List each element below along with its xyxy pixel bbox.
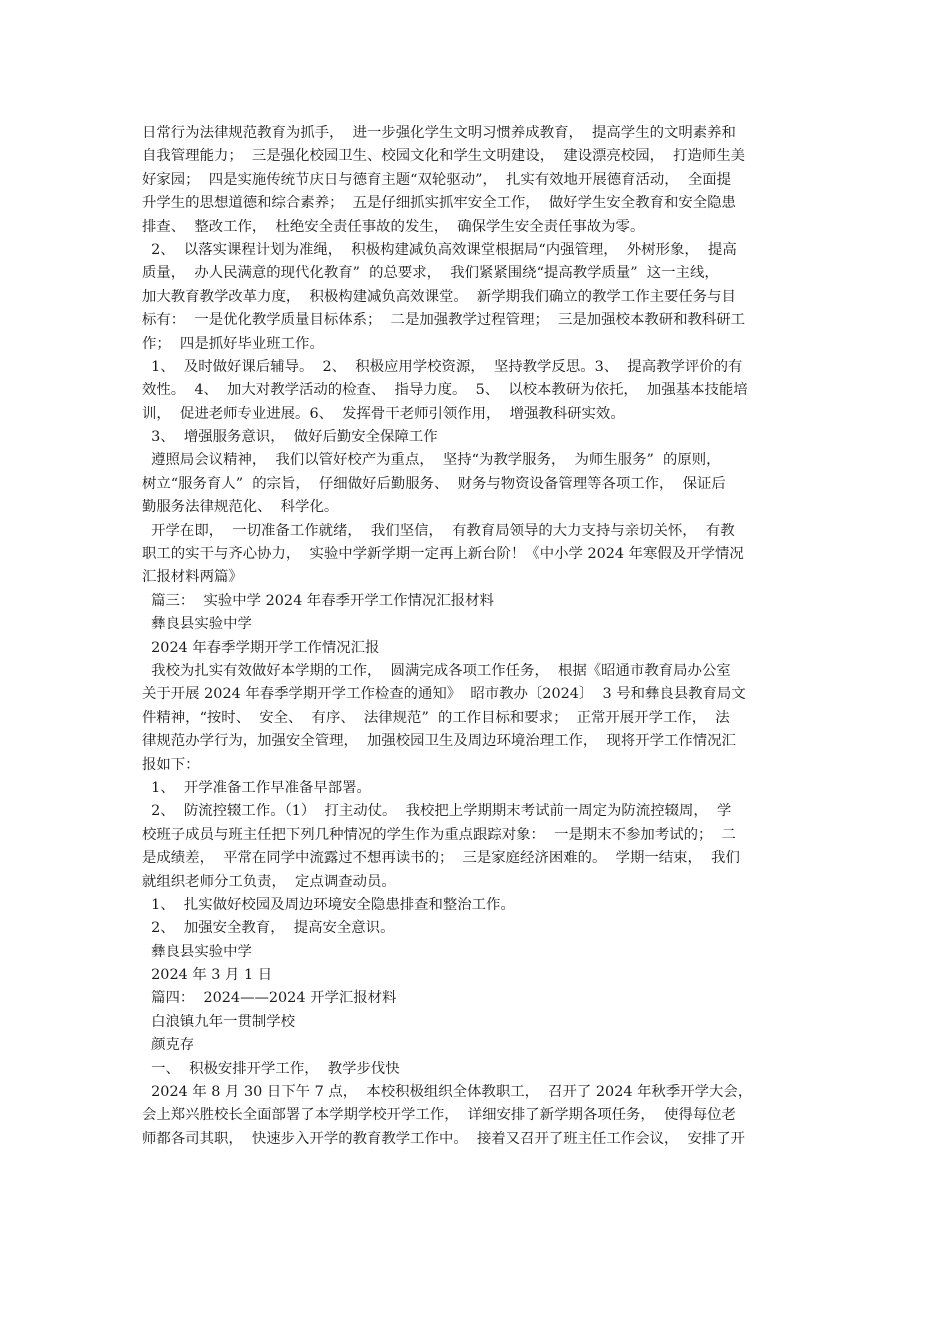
text-line: 2024 年 3 月 1 日 bbox=[142, 967, 273, 984]
text-line: 篇三： 实验中学 2024 年春季开学工作情况汇报材料 bbox=[142, 592, 494, 609]
text-line: 勤服务法律规范化、 科学化。 bbox=[142, 499, 339, 516]
text-line: 白浪镇九年一贯制学校 bbox=[142, 1013, 296, 1030]
text-line: 2024 年 8 月 30 日下午 7 点， 本校积极组织全体教职工， 召开了 2024 年秋季开学大会， bbox=[142, 1084, 753, 1101]
text-line: 会上郑兴胜校长全面部署了本学期学校开学工作， 详细安排了新学期各项任务， 使得每位老 bbox=[142, 1107, 736, 1124]
text-line: 开学在即， 一切准备工作就绪， 我们坚信， 有教育局领导的大力支持与亲切关怀， 有教 bbox=[142, 522, 735, 539]
text-line: 升学生的思想道德和综合素养； 五是仔细抓实抓牢安全工作， 做好学生安全教育和安全隐患 bbox=[142, 195, 736, 212]
text-line: 好家园； 四是实施传统节庆日与德育主题“双轮驱动”， 扎实有效地开展德育活动， 全面提 bbox=[142, 171, 732, 188]
text-line: 报如下： bbox=[142, 756, 200, 773]
text-line: 关于开展 2024 年春季学期开学工作检查的通知》 昭市教办〔2024〕 3 号和彝良县教育局文 bbox=[142, 686, 746, 703]
text-line: 我校为扎实有效做好本学期的工作， 圆满完成各项工作任务， 根据《昭通市教育局办公室 bbox=[142, 662, 731, 679]
text-line: 训， 促进老师专业进展。6、 发挥骨干老师引领作用， 增强教科研实效。 bbox=[142, 405, 625, 422]
text-line: 彝良县实验中学 bbox=[142, 943, 252, 960]
text-line: 彝良县实验中学 bbox=[142, 616, 252, 633]
text-line: 校班子成员与班主任把下列几种情况的学生作为重点跟踪对象： 一是期末不参加考试的； 二 bbox=[142, 826, 736, 843]
text-line: 律规范办学行为，加强安全管理， 加强校园卫生及周边环境治理工作， 现将开学工作情况汇 bbox=[142, 733, 736, 750]
text-line: 一、 积极安排开学工作， 教学步伐快 bbox=[142, 1060, 400, 1077]
text-line: 作； 四是抓好毕业班工作。 bbox=[142, 335, 324, 352]
text-line: 1、 及时做好课后辅导。 2、 积极应用学校资源， 坚持教学反思。3、 提高教学评价的有 bbox=[142, 358, 743, 375]
text-line: 汇报材料两篇》 bbox=[142, 569, 243, 586]
text-line: 排查、 整改工作， 杜绝安全责任事故的发生， 确保学生安全责任事故为零。 bbox=[142, 218, 645, 235]
text-line: 日常行为法律规范教育为抓手， 进一步强化学生文明习惯养成教育， 提高学生的文明素养和 bbox=[142, 125, 736, 141]
text-line: 加大教育教学改革力度， 积极构建减负高效课堂。 新学期我们确立的教学工作主要任务与目 bbox=[142, 288, 736, 305]
document-page bbox=[142, 122, 812, 1151]
text-line: 2、 加强安全教育， 提高安全意识。 bbox=[142, 920, 395, 937]
text-line: 2024 年春季学期开学工作情况汇报 bbox=[142, 639, 380, 656]
text-line: 质量， 办人民满意的现代化教育” 的总要求， 我们紧紧围绕“提高教学质量” 这一主线， bbox=[142, 265, 719, 282]
text-line: 3、 增强服务意识， 做好后勤安全保障工作 bbox=[142, 429, 438, 446]
text-line: 师都各司其职， 快速步入开学的教育教学工作中。 接着又召开了班主任工作会议， 安排了开 bbox=[142, 1130, 746, 1147]
text-line: 件精神，“按时、 安全、 有序、 法律规范” 的工作目标和要求； 正常开展开学工作， 法 bbox=[142, 709, 730, 726]
text-line: 颜克存 bbox=[142, 1037, 195, 1054]
text-line: 1、 扎实做好校园及周边环境安全隐患排查和整治工作。 bbox=[142, 896, 515, 913]
text-line: 树立“服务育人” 的宗旨， 仔细做好后勤服务、 财务与物资设备管理等各项工作， 保证后 bbox=[142, 475, 726, 492]
text-line: 遵照局会议精神， 我们以管好校产为重点， 坚持“为教学服务， 为师生服务” 的原则， bbox=[142, 452, 721, 469]
text-line: 自我管理能力； 三是强化校园卫生、校园文化和学生文明建设， 建设漂亮校园， 打造师生美 bbox=[142, 148, 746, 165]
text-line: 效性。 4、 加大对教学活动的检查、 指导力度。 5、 以校本教研为依托， 加强基本技能培 bbox=[142, 382, 748, 399]
text-line: 2、 以落实课程计划为准绳， 积极构建减负高效课堂根据局“内强管理， 外树形象， 提高 bbox=[142, 241, 737, 258]
text-line: 1、 开学准备工作早准备早部署。 bbox=[142, 779, 371, 796]
text-line: 标有： 一是优化教学质量目标体系； 二是加强教学过程管理； 三是加强校本教研和教科研工 bbox=[142, 312, 746, 329]
text-line: 篇四： 2024——2024 开学汇报材料 bbox=[142, 990, 397, 1007]
text-line: 职工的实干与齐心协力， 实验中学新学期一定再上新台阶！《中小学 2024 年寒假及开学情况 bbox=[142, 546, 744, 563]
text-line: 2、 防流控辍工作。（1） 打主动仗。 我校把上学期期末考试前一周定为防流控辍周， 学 bbox=[142, 803, 732, 820]
text-line: 是成绩差， 平常在同学中流露过不想再读书的； 三是家庭经济困难的。 学期一结束， 我们 bbox=[142, 850, 740, 867]
text-line: 就组织老师分工负责， 定点调查动员。 bbox=[142, 873, 396, 890]
